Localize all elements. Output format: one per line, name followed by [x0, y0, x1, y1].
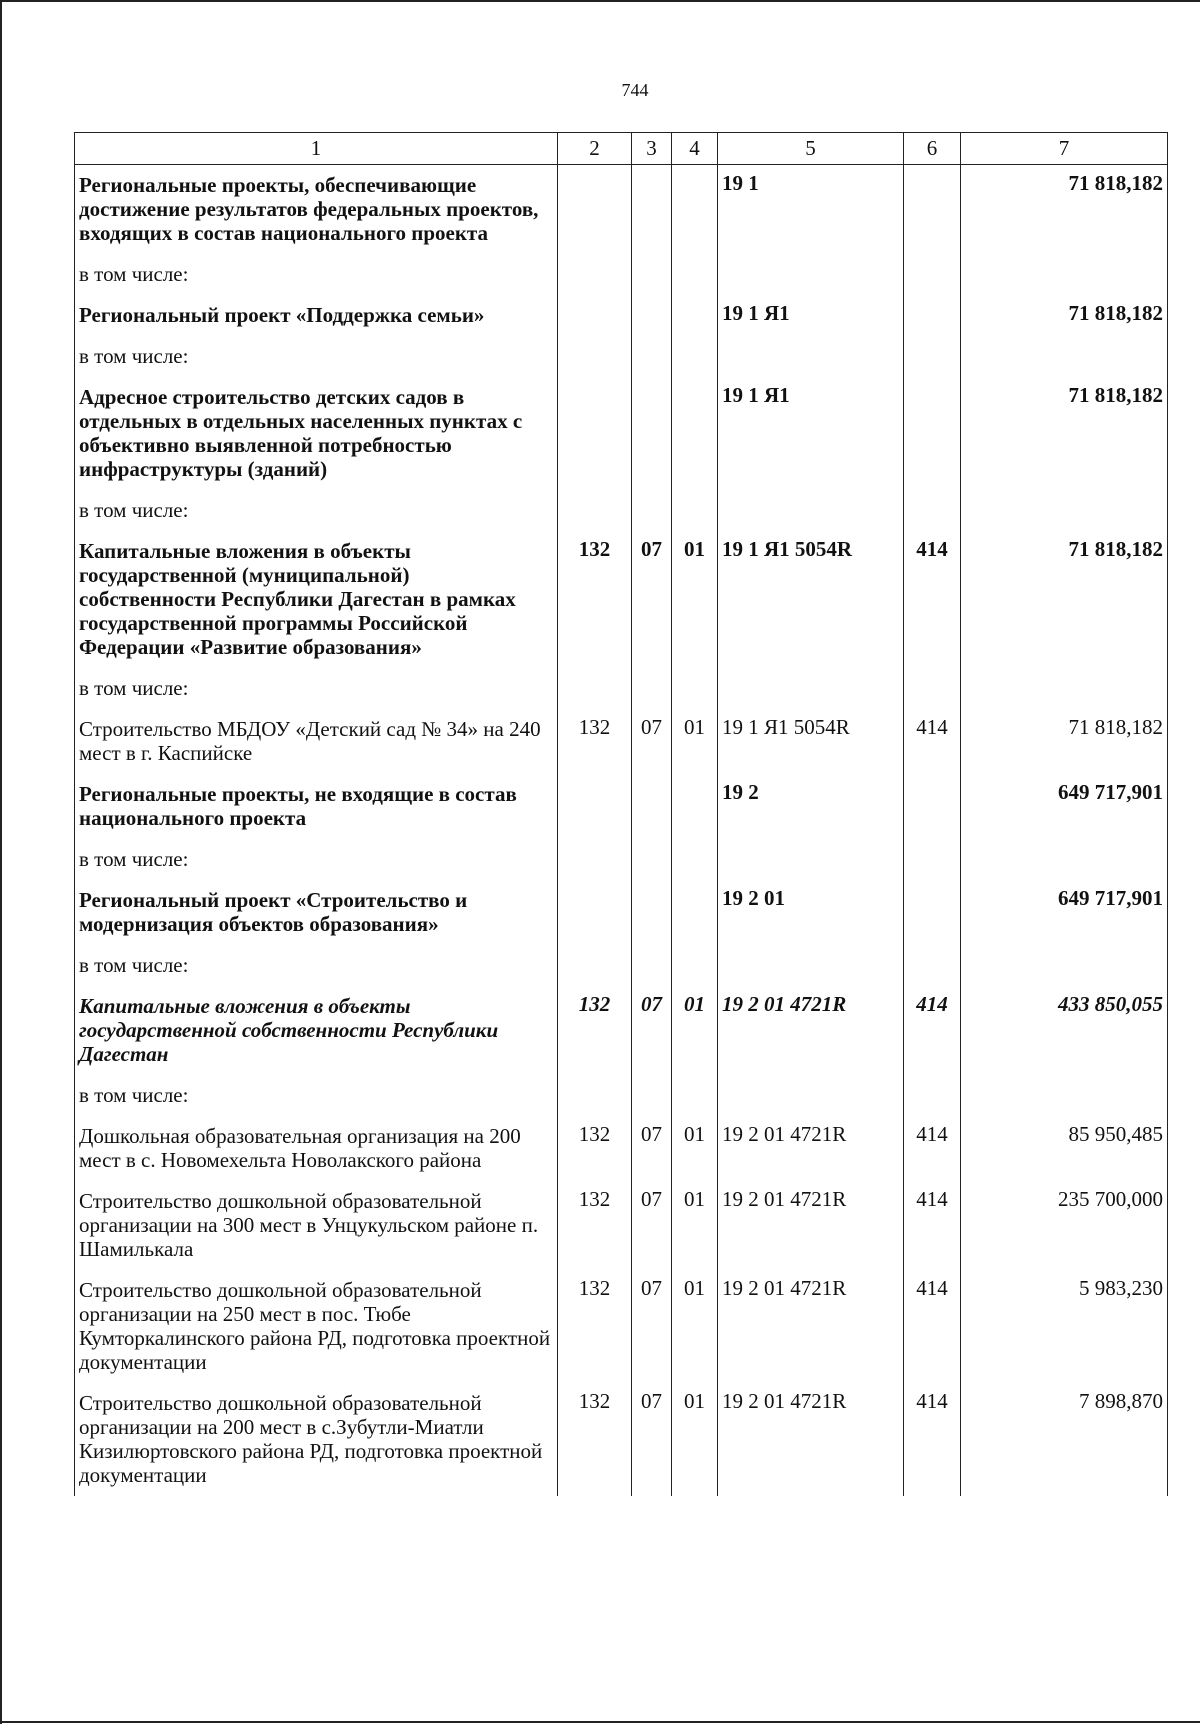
column-header: 3 [632, 133, 672, 165]
section-code-cell [632, 295, 672, 336]
section-code-cell: 07 [632, 1383, 672, 1496]
table-body [75, 165, 1168, 1497]
table-row [75, 377, 1168, 490]
target-article-cell [718, 945, 904, 986]
expense-type-cell [904, 880, 961, 945]
item-name-cell: Региональный проект «Поддержка семьи» [75, 295, 558, 336]
expense-type-cell [904, 774, 961, 839]
amount-cell: 71 818,182 [961, 531, 1168, 668]
ministry-code-cell [558, 945, 632, 986]
amount-cell: 5 983,230 [961, 1270, 1168, 1383]
amount-cell: 85 950,485 [961, 1116, 1168, 1181]
item-name-cell: в том числе: [75, 945, 558, 986]
target-article-cell [718, 668, 904, 709]
amount-cell: 649 717,901 [961, 880, 1168, 945]
column-header: 2 [558, 133, 632, 165]
expense-type-cell [904, 945, 961, 986]
header-row [75, 133, 1168, 165]
amount-cell: 71 818,182 [961, 165, 1168, 255]
ministry-code-cell [558, 839, 632, 880]
amount-cell: 71 818,182 [961, 377, 1168, 490]
subsection-code-cell: 01 [672, 1181, 718, 1270]
column-header: 7 [961, 133, 1168, 165]
subsection-code-cell [672, 336, 718, 377]
expense-type-cell: 414 [904, 986, 961, 1075]
section-code-cell [632, 165, 672, 255]
item-name-cell: в том числе: [75, 336, 558, 377]
section-code-cell [632, 839, 672, 880]
amount-cell [961, 839, 1168, 880]
table-row [75, 880, 1168, 945]
target-article-cell: 19 2 01 4721R [718, 1116, 904, 1181]
ministry-code-cell [558, 490, 632, 531]
section-code-cell: 07 [632, 1116, 672, 1181]
ministry-code-cell [558, 254, 632, 295]
subsection-code-cell [672, 377, 718, 490]
section-code-cell [632, 254, 672, 295]
expense-type-cell: 414 [904, 1383, 961, 1496]
amount-cell [961, 490, 1168, 531]
subsection-code-cell: 01 [672, 1116, 718, 1181]
section-code-cell: 07 [632, 1181, 672, 1270]
ministry-code-cell [558, 295, 632, 336]
target-article-cell: 19 2 01 4721R [718, 1181, 904, 1270]
table-row [75, 1383, 1168, 1496]
table-row [75, 295, 1168, 336]
amount-cell [961, 668, 1168, 709]
expense-type-cell: 414 [904, 1116, 961, 1181]
item-name-cell: Дошкольная образовательная организация на 200 мест в с. Новомехельта Новолакского района [75, 1116, 558, 1181]
subsection-code-cell: 01 [672, 1383, 718, 1496]
target-article-cell [718, 490, 904, 531]
item-name-cell: в том числе: [75, 254, 558, 295]
target-article-cell: 19 2 [718, 774, 904, 839]
section-code-cell [632, 945, 672, 986]
item-name-cell: в том числе: [75, 490, 558, 531]
subsection-code-cell [672, 774, 718, 839]
subsection-code-cell: 01 [672, 709, 718, 774]
target-article-cell [718, 839, 904, 880]
target-article-cell: 19 2 01 4721R [718, 1270, 904, 1383]
column-header: 5 [718, 133, 904, 165]
ministry-code-cell: 132 [558, 1270, 632, 1383]
scan-border-left [0, 0, 2, 1724]
target-article-cell: 19 2 01 [718, 880, 904, 945]
column-header: 1 [75, 133, 558, 165]
target-article-cell [718, 1075, 904, 1116]
table-row [75, 165, 1168, 255]
ministry-code-cell: 132 [558, 1383, 632, 1496]
section-code-cell: 07 [632, 986, 672, 1075]
item-name-cell: Строительство МБДОУ «Детский сад № 34» на 240 мест в г. Каспийске [75, 709, 558, 774]
item-name-cell: Региональные проекты, не входящие в состав национального проекта [75, 774, 558, 839]
ministry-code-cell [558, 336, 632, 377]
item-name-cell: в том числе: [75, 839, 558, 880]
subsection-code-cell [672, 880, 718, 945]
page-number: 744 [621, 80, 649, 100]
expense-type-cell: 414 [904, 531, 961, 668]
ministry-code-cell [558, 377, 632, 490]
expense-type-cell: 414 [904, 1270, 961, 1383]
expense-type-cell: 414 [904, 1181, 961, 1270]
item-name-cell: в том числе: [75, 668, 558, 709]
subtotal-note-row [75, 254, 1168, 295]
item-name-cell: Региональные проекты, обеспечивающие достижение результатов федеральных проектов, входящих в состав национального проекта [75, 165, 558, 255]
ministry-code-cell: 132 [558, 709, 632, 774]
subtotal-note-row [75, 668, 1168, 709]
subsection-code-cell: 01 [672, 531, 718, 668]
subsection-code-cell [672, 490, 718, 531]
table-header [75, 133, 1168, 165]
ministry-code-cell: 132 [558, 531, 632, 668]
column-header: 6 [904, 133, 961, 165]
subsection-code-cell [672, 254, 718, 295]
section-code-cell [632, 490, 672, 531]
ministry-code-cell [558, 165, 632, 255]
expense-type-cell [904, 254, 961, 295]
amount-cell: 71 818,182 [961, 295, 1168, 336]
ministry-code-cell: 132 [558, 986, 632, 1075]
expense-type-cell [904, 336, 961, 377]
subtotal-note-row [75, 336, 1168, 377]
target-article-cell: 19 1 Я1 5054R [718, 709, 904, 774]
expense-type-cell [904, 1075, 961, 1116]
amount-cell: 433 850,055 [961, 986, 1168, 1075]
subsection-code-cell: 01 [672, 1270, 718, 1383]
subtotal-note-row [75, 839, 1168, 880]
target-article-cell: 19 2 01 4721R [718, 986, 904, 1075]
target-article-cell: 19 1 Я1 [718, 295, 904, 336]
item-name-cell: Капитальные вложения в объекты государственной (муниципальной) собственности Республики Дагестан в рамках государственной программы Российской Федерации «Развитие образования» [75, 531, 558, 668]
target-article-cell: 19 1 Я1 5054R [718, 531, 904, 668]
section-code-cell [632, 880, 672, 945]
section-code-cell: 07 [632, 709, 672, 774]
subtotal-note-row [75, 945, 1168, 986]
expense-type-cell [904, 668, 961, 709]
section-code-cell [632, 377, 672, 490]
target-article-cell: 19 1 [718, 165, 904, 255]
subtotal-note-row [75, 490, 1168, 531]
ministry-code-cell: 132 [558, 1181, 632, 1270]
table-row [75, 531, 1168, 668]
section-code-cell: 07 [632, 1270, 672, 1383]
subsection-code-cell [672, 945, 718, 986]
budget-table [74, 132, 1168, 1496]
subsection-code-cell [672, 1075, 718, 1116]
section-code-cell [632, 668, 672, 709]
scan-border-bottom [0, 1721, 1200, 1723]
item-name-cell: Строительство дошкольной образовательной организации на 300 мест в Унцукульском районе п. Шамилькала [75, 1181, 558, 1270]
target-article-cell: 19 1 Я1 [718, 377, 904, 490]
table-row [75, 1270, 1168, 1383]
section-code-cell [632, 1075, 672, 1116]
subsection-code-cell [672, 839, 718, 880]
section-code-cell [632, 774, 672, 839]
expense-type-cell [904, 377, 961, 490]
table-row [75, 1116, 1168, 1181]
expense-type-cell [904, 490, 961, 531]
item-name-cell: Строительство дошкольной образовательной организации на 250 мест в пос. Тюбе Кумторкалинского района РД, подготовка проектной документации [75, 1270, 558, 1383]
amount-cell [961, 336, 1168, 377]
expense-type-cell: 414 [904, 709, 961, 774]
ministry-code-cell [558, 774, 632, 839]
subsection-code-cell [672, 165, 718, 255]
section-code-cell [632, 336, 672, 377]
subsection-code-cell [672, 668, 718, 709]
amount-cell: 649 717,901 [961, 774, 1168, 839]
table-row [75, 709, 1168, 774]
item-name-cell: Капитальные вложения в объекты государственной собственности Республики Дагестан [75, 986, 558, 1075]
ministry-code-cell [558, 1075, 632, 1116]
expense-type-cell [904, 165, 961, 255]
scan-border-top [0, 0, 1200, 2]
expense-type-cell [904, 839, 961, 880]
amount-cell [961, 1075, 1168, 1116]
amount-cell: 7 898,870 [961, 1383, 1168, 1496]
ministry-code-cell: 132 [558, 1116, 632, 1181]
column-header: 4 [672, 133, 718, 165]
amount-cell [961, 254, 1168, 295]
amount-cell: 235 700,000 [961, 1181, 1168, 1270]
subsection-code-cell [672, 295, 718, 336]
table-row [75, 1181, 1168, 1270]
expense-type-cell [904, 295, 961, 336]
target-article-cell [718, 336, 904, 377]
table-row [75, 986, 1168, 1075]
item-name-cell: в том числе: [75, 1075, 558, 1116]
item-name-cell: Строительство дошкольной образовательной организации на 200 мест в с.Зубутли-Миатли Кизилюртовского района РД, подготовка проектной документации [75, 1383, 558, 1496]
target-article-cell: 19 2 01 4721R [718, 1383, 904, 1496]
section-code-cell: 07 [632, 531, 672, 668]
item-name-cell: Региональный проект «Строительство и модернизация объектов образования» [75, 880, 558, 945]
subtotal-note-row [75, 1075, 1168, 1116]
ministry-code-cell [558, 880, 632, 945]
table-row [75, 774, 1168, 839]
target-article-cell [718, 254, 904, 295]
subsection-code-cell: 01 [672, 986, 718, 1075]
amount-cell [961, 945, 1168, 986]
ministry-code-cell [558, 668, 632, 709]
item-name-cell: Адресное строительство детских садов в отдельных в отдельных населенных пунктах с объективно выявленной потребностью инфраструктуры (зданий) [75, 377, 558, 490]
amount-cell: 71 818,182 [961, 709, 1168, 774]
